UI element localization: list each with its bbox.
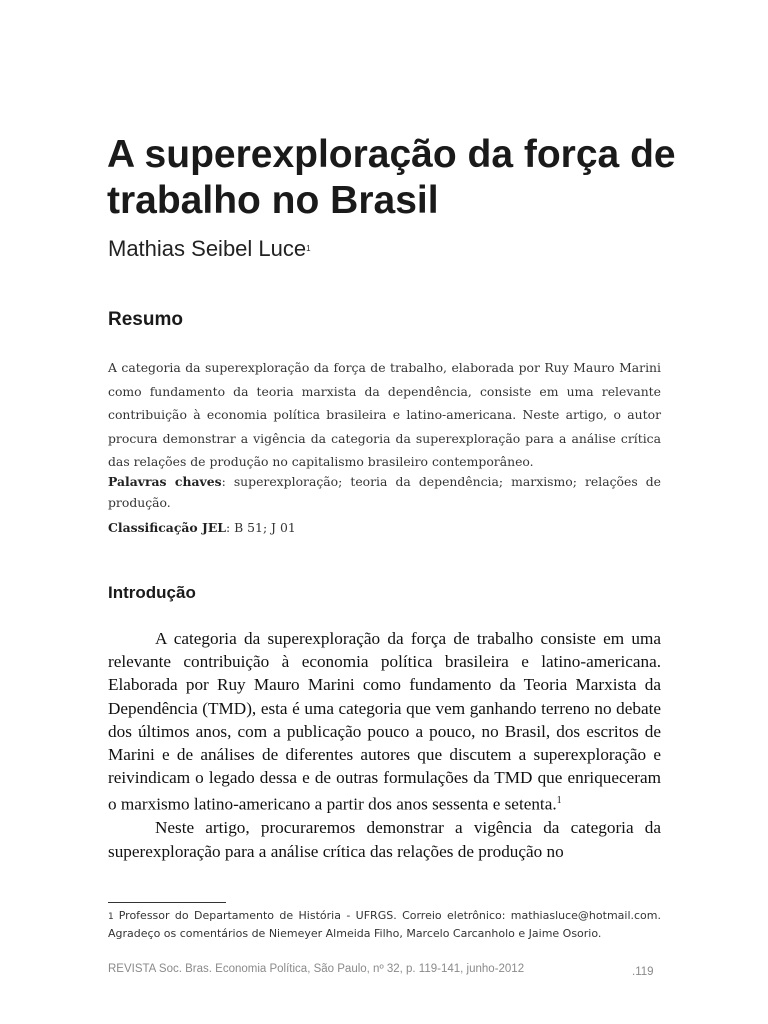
abstract-heading: Resumo (108, 309, 183, 330)
running-footer: REVISTA Soc. Bras. Economia Política, São Paulo, nº 32, p. 119-141, junho-2012 (108, 963, 525, 975)
body-paragraph (108, 627, 661, 816)
author-line (108, 236, 311, 262)
introduction-body (108, 627, 661, 863)
page-number: .119 (632, 966, 654, 978)
article-title: A superexploração da força de trabalho no Brasil (107, 133, 676, 222)
footnote-divider (108, 902, 226, 903)
keywords-label: Palavras chaves (108, 474, 222, 489)
author-name: Mathias Seibel Luce (108, 236, 307, 261)
author-footnote-ref: 1 (306, 244, 311, 253)
keywords (108, 471, 661, 513)
jel-label: Classificação JEL (108, 520, 227, 535)
paragraph-text: A categoria da superexploração da força de trabalho consiste em uma relevante contribuição à economia política brasileira e latino-americana. Elaborada por Ruy Mauro Marini como fundamento da Teoria Marxista da Dependência (TMD), esta é uma categoria que vem ganhando terreno no debate dos últimos anos, com a publicação pouco a pouco, no Brasil, dos escritos de Marini e de análises de diferentes autores que discutem a superexploração e reivindicam o legado dessa e de outras formulações da TMD que enriqueceram o marxismo latino-americano a partir dos anos sessenta e setenta. (108, 629, 661, 815)
jel-classification (108, 517, 661, 538)
footnote-text: Professor do Departamento de História - UFRGS. Correio eletrônico: mathiasluce@hotmail.com. Agradeço os comentários de Niemeyer Almeida Filho, Marcelo Carcanholo e Jaime Osorio. (108, 909, 661, 940)
footnote-ref: 1 (556, 795, 562, 807)
body-paragraph: Neste artigo, procuraremos demonstrar a vigência da categoria da superexploração para a análise crítica das relações de produção no (108, 818, 661, 861)
introduction-heading: Introdução (108, 583, 196, 602)
footnote (108, 908, 661, 942)
abstract-text: A categoria da superexploração da força de trabalho, elaborada por Ruy Mauro Marini como fundamento da teoria marxista da dependência, consiste em uma relevante contribuição à economia política brasileira e latino-americana. Neste artigo, o autor procura demonstrar a vigência da categoria da superexploração para a análise crítica das relações de produção no capitalismo brasileiro contemporâneo. (108, 360, 661, 469)
keywords-list: : superexploração; teoria da dependência; marxismo; relações de produção. (108, 474, 662, 510)
footnote-mark: 1 (108, 912, 114, 922)
jel-codes: : B 51; J 01 (226, 520, 296, 535)
